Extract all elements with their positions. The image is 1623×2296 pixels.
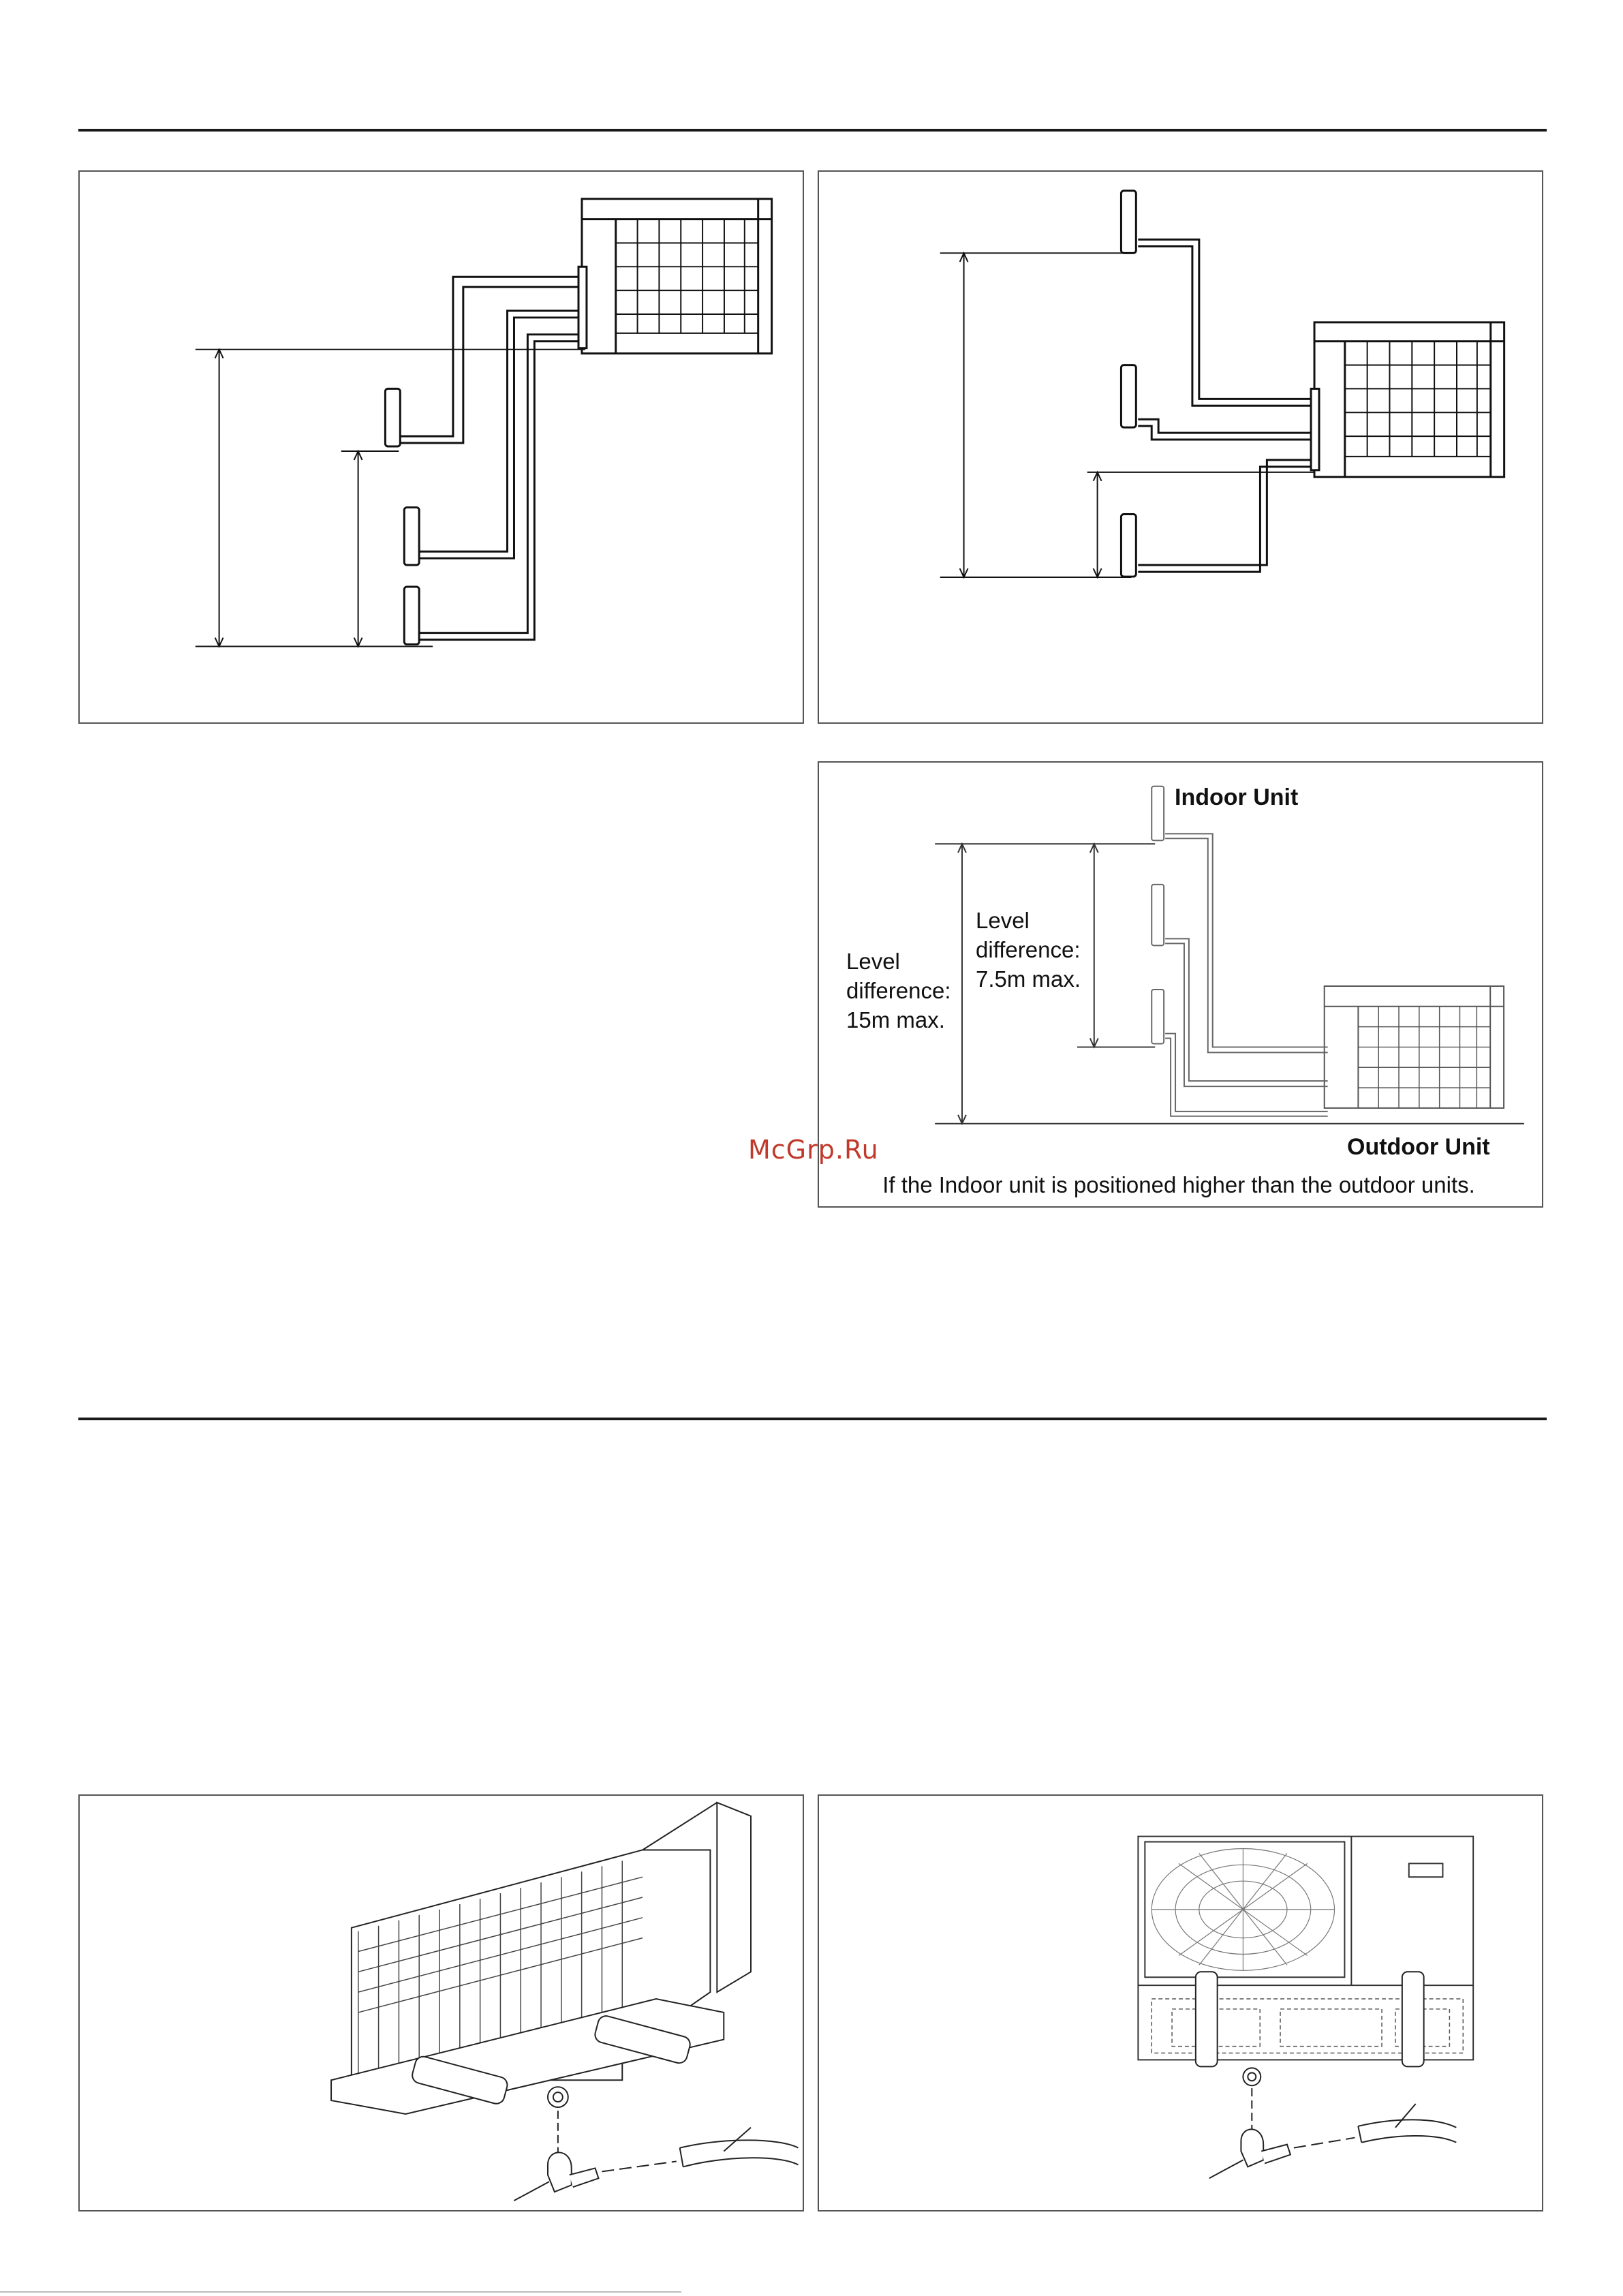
level-diff-75-line2: difference: bbox=[976, 937, 1081, 962]
diagram-outdoor-above-indoor bbox=[78, 170, 804, 724]
outdoor-unit-label: Outdoor Unit bbox=[1347, 1134, 1490, 1160]
watermark-text: McGrp.Ru bbox=[748, 1135, 879, 1165]
level-diff-15-line3: 15m max. bbox=[846, 1007, 945, 1032]
diagram-3-caption: If the Indoor unit is positioned higher than the outdoor units. bbox=[882, 1172, 1475, 1197]
illustration-outdoor-drain bbox=[818, 1794, 1543, 2211]
level-diff-75-line3: 7.5m max. bbox=[976, 966, 1081, 992]
footer-mark bbox=[0, 2291, 681, 2293]
illustration-5-drawing bbox=[819, 1796, 1542, 2210]
level-diff-15-line2: difference: bbox=[846, 978, 951, 1003]
section-divider-top bbox=[78, 129, 1547, 132]
level-diff-15-line1: Level bbox=[846, 949, 900, 974]
diagram-1-drawing bbox=[80, 172, 803, 722]
diagram-indoor-above-outdoor bbox=[818, 761, 1543, 1208]
level-difference-7-5m-label bbox=[976, 906, 1081, 994]
level-diff-75-line1: Level bbox=[976, 908, 1030, 933]
section-divider-middle bbox=[78, 1418, 1547, 1420]
level-difference-15m-label bbox=[846, 947, 951, 1035]
indoor-unit-label: Indoor Unit bbox=[1175, 784, 1299, 810]
illustration-4-drawing bbox=[80, 1796, 803, 2210]
illustration-indoor-drain bbox=[78, 1794, 804, 2211]
diagram-2-drawing bbox=[819, 172, 1542, 722]
diagram-outdoor-between-indoor bbox=[818, 170, 1543, 724]
